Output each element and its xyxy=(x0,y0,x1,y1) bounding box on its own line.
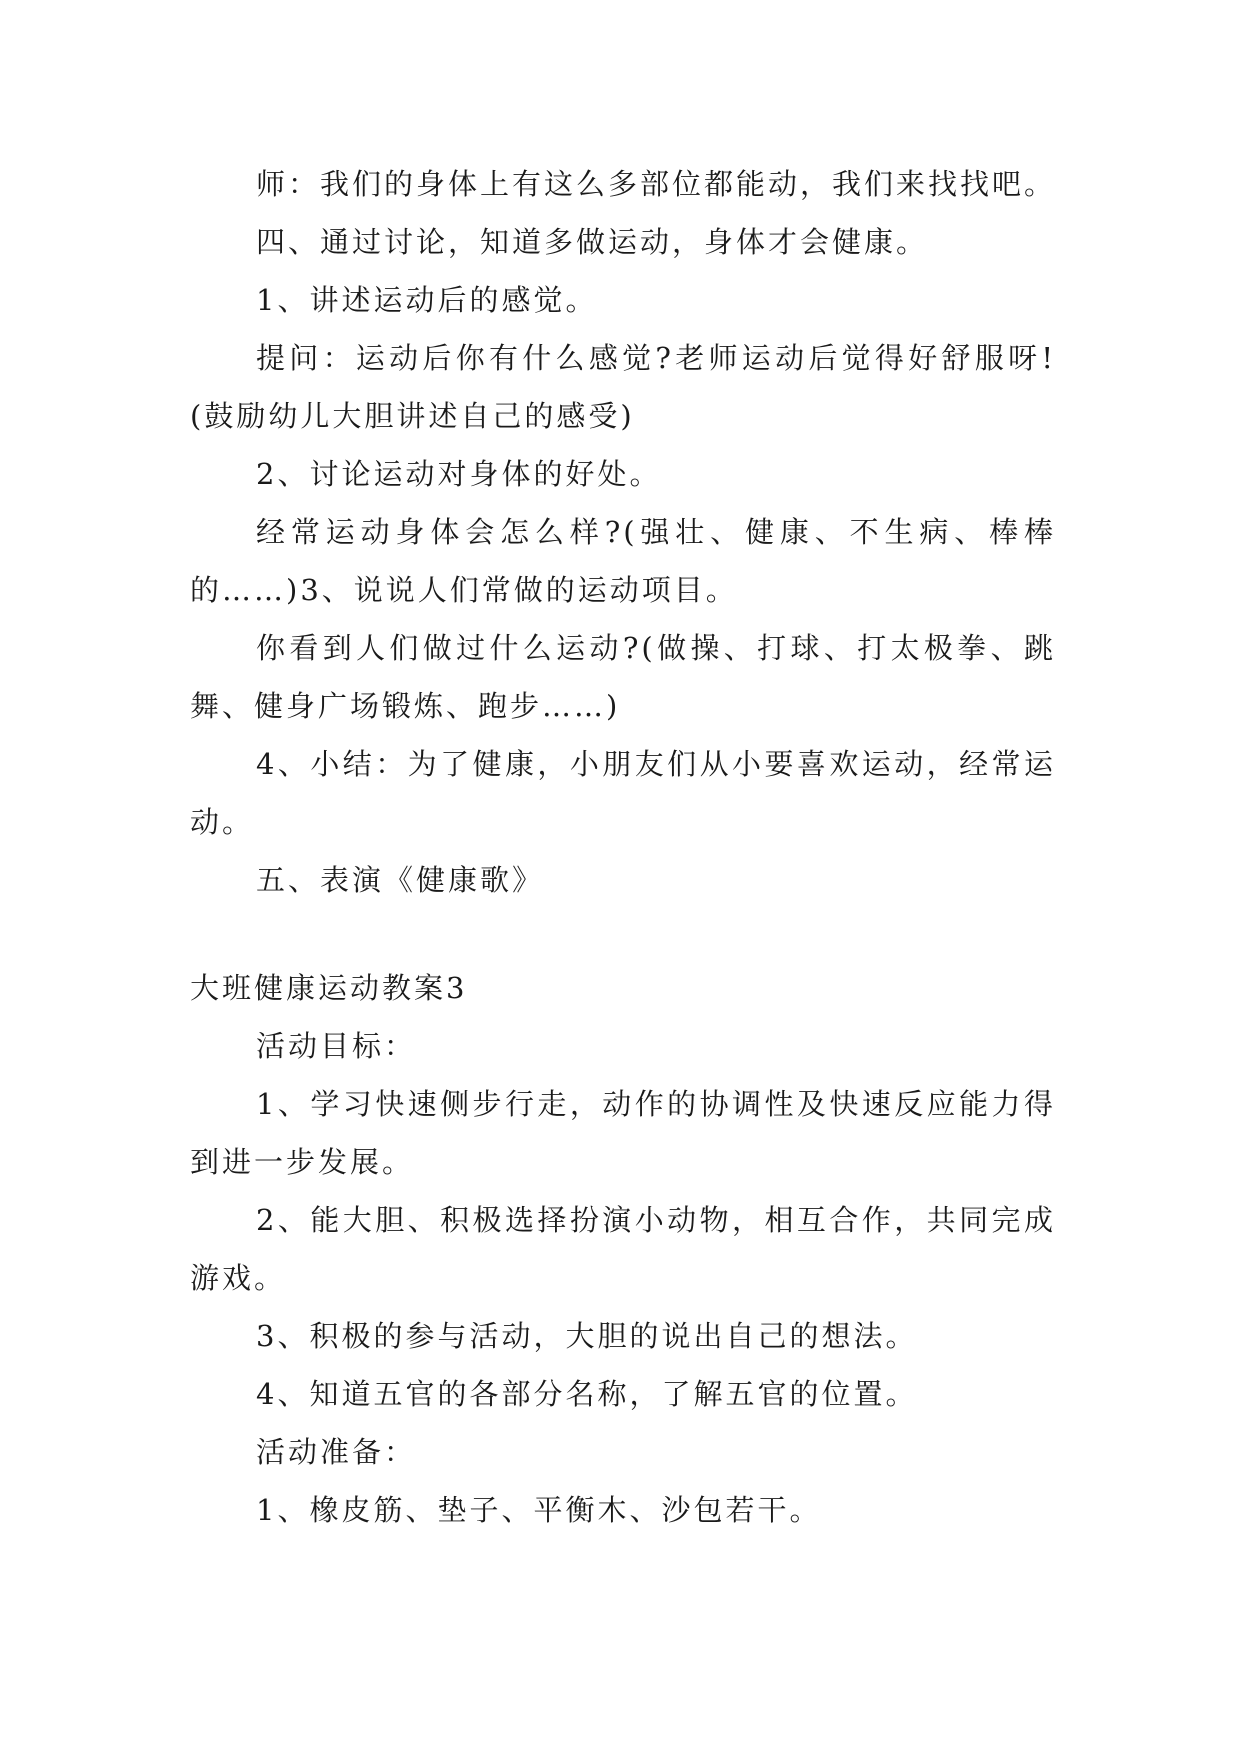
paragraph: 4、小结：为了健康，小朋友们从小要喜欢运动，经常运动。 xyxy=(190,747,1056,839)
paragraph: 1、讲述运动后的感觉。 xyxy=(256,283,598,317)
paragraph: 活动准备： xyxy=(256,1435,417,1469)
paragraph: 4、知道五官的各部分名称，了解五官的位置。 xyxy=(256,1377,918,1411)
paragraph: 提问：运动后你有什么感觉?老师运动后觉得好舒服呀!(鼓励幼儿大胆讲述自己的感受) xyxy=(190,341,1056,433)
paragraph: 3、积极的参与活动，大胆的说出自己的想法。 xyxy=(256,1319,918,1353)
document-page xyxy=(190,155,1056,1539)
paragraph: 1、学习快速侧步行走，动作的协调性及快速反应能力得到进一步发展。 xyxy=(190,1087,1056,1179)
paragraph: 经常运动身体会怎么样?(强壮、健康、不生病、棒棒的……)3、说说人们常做的运动项目。 xyxy=(190,515,1056,607)
paragraph: 你看到人们做过什么运动?(做操、打球、打太极拳、跳舞、健身广场锻炼、跑步……) xyxy=(190,631,1056,723)
paragraph: 五、表演《健康歌》 xyxy=(256,863,545,897)
paragraph: 1、橡皮筋、垫子、平衡木、沙包若干。 xyxy=(256,1493,822,1527)
paragraph: 2、讨论运动对身体的好处。 xyxy=(256,457,662,491)
section-heading: 大班健康运动教案3 xyxy=(190,971,468,1005)
paragraph: 活动目标： xyxy=(256,1029,417,1063)
paragraph: 师：我们的身体上有这么多部位都能动，我们来找找吧。 xyxy=(256,167,1057,201)
paragraph: 四、通过讨论，知道多做运动，身体才会健康。 xyxy=(256,225,929,259)
paragraph: 2、能大胆、积极选择扮演小动物，相互合作，共同完成游戏。 xyxy=(190,1203,1056,1295)
